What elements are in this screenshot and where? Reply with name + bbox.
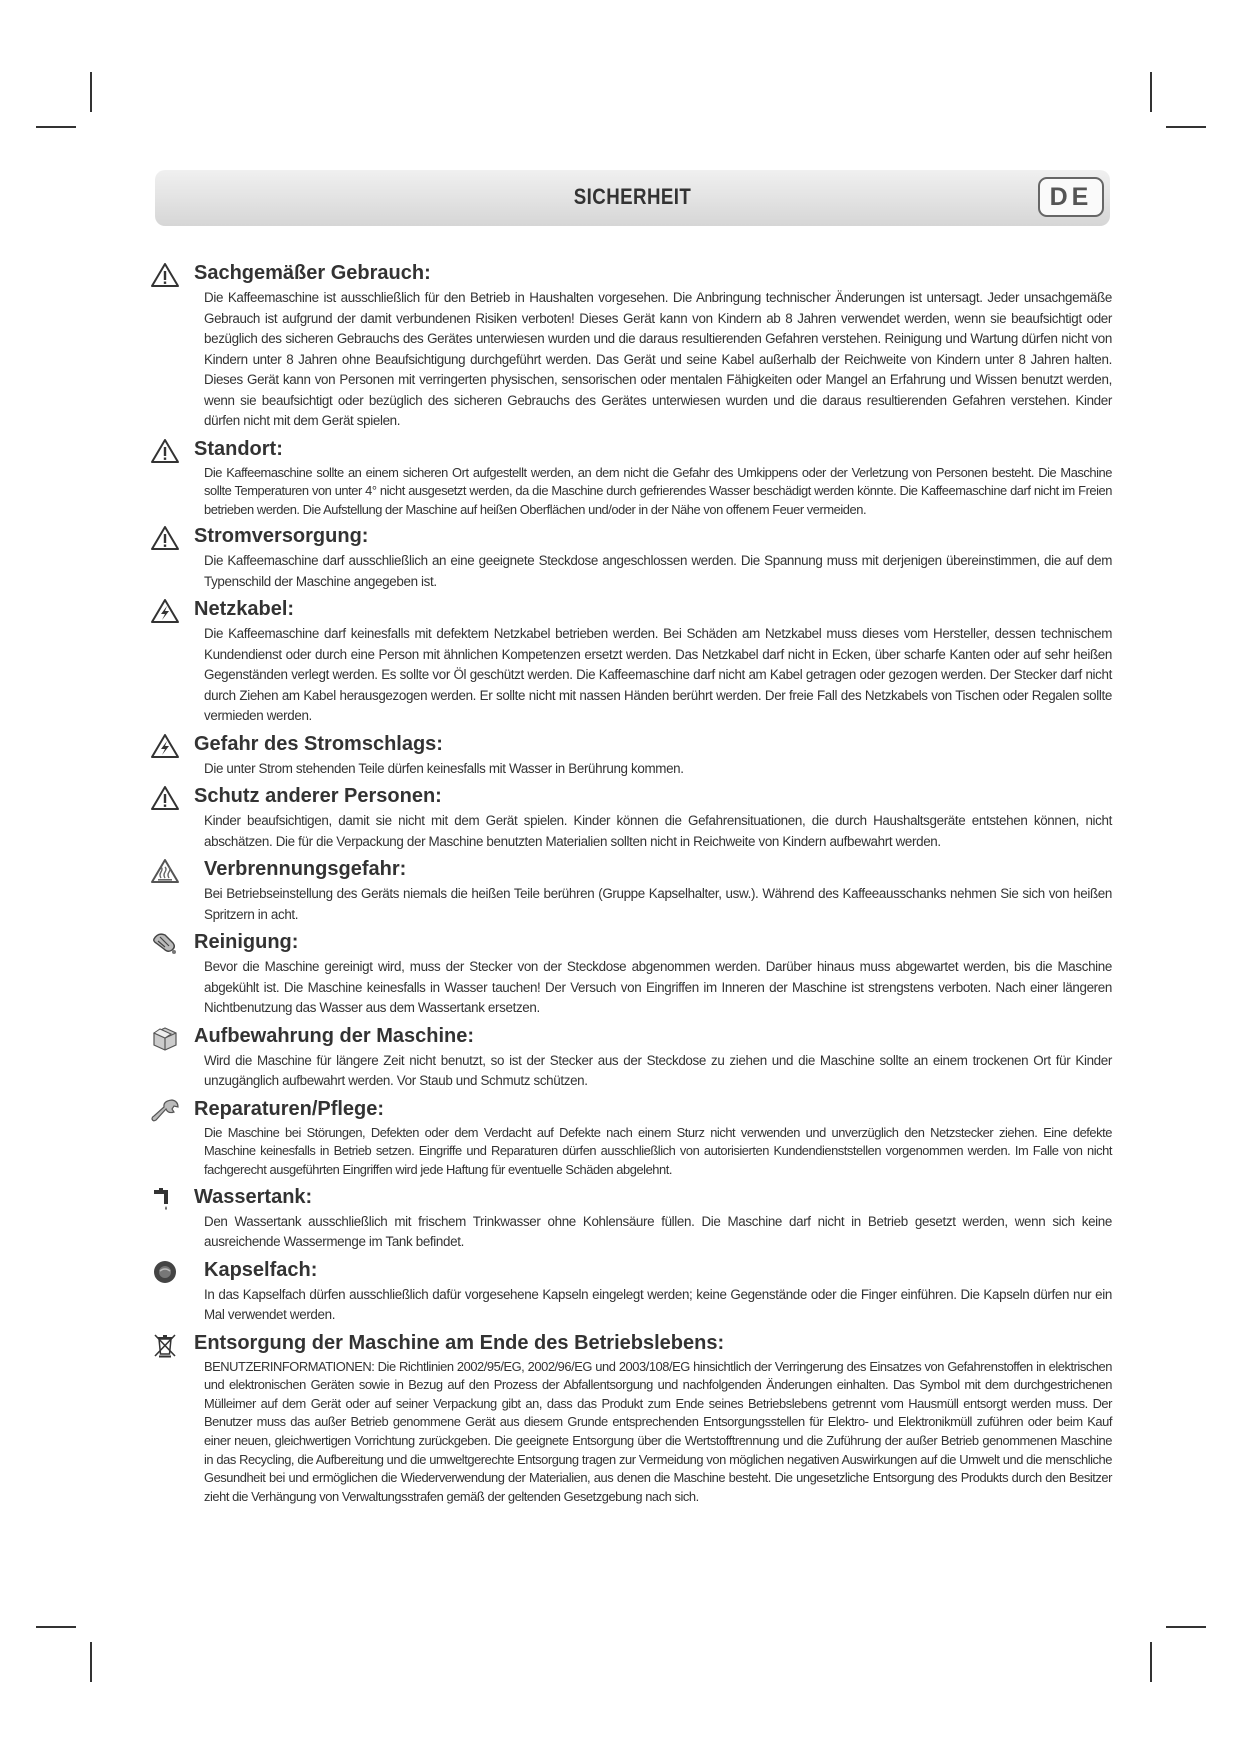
section-title: Wassertank: [194,1185,313,1208]
section-verbrennungsgefahr [150,858,1112,925]
warning-icon [150,262,180,288]
crop-mark [36,126,76,128]
section-text: Die Kaffeemaschine darf ausschließlich an eine geeignete Steckdose angeschlossen werden. Die Spannung muss mit derjenigen übereinstimmen, die auf dem Typenschild der Maschine angegeben ist. [204,553,1112,589]
section-title: Sachgemäßer Gebrauch: [194,262,431,284]
water-tap-icon [150,1186,180,1212]
section-title: Stromversorgung: [194,525,369,548]
section-title: Kapselfach: [204,1258,318,1281]
section-text: Bevor die Maschine gereinigt wird, muss der Stecker von der Steckdose abgenommen werden. Darüber hinaus muss abgewartet werden, bis die Maschine abgekühlt ist. Die Maschine keinesfalls in Wasser tauchen! Der Versuch von Eingriffen im Inneren der Maschine ist strengstens verboten. Nach einer längeren Nichtbenutzung das Wasser aus dem Wassertank ersetzen. [204,959,1112,1016]
section-kapselfach [150,1259,1112,1326]
section-schutz-anderer-personen [150,785,1112,852]
section-title: Aufbewahrung der Maschine: [194,1024,475,1047]
warning-icon [150,438,180,464]
section-text: In das Kapselfach dürfen ausschließlich dafür vorgesehene Kapseln eingelegt werden; keine Gegenstände oder die Finger einführen. Die Kapseln dürfen nur ein Mal verwendet werden. [204,1286,1112,1323]
section-text: Kinder beaufsichtigen, damit sie nicht mit dem Gerät spielen. Kinder können die Gefahrensituationen, die durch Haushaltsgeräte entstehen können, nicht abschätzen. Die für die Verpackung der Maschine benutzten Materialien sollten nicht in Reichweite von Kindern aufbewahrt werden. [204,813,1112,849]
section-wassertank [150,1186,1112,1253]
hot-surface-icon [150,858,180,884]
section-title: Gefahr des Stromschlags: [194,732,443,755]
section-text: Die Maschine bei Störungen, Defekten oder dem Verdacht auf Defekte nach einem Sturz nicht verwenden und unverzüglich den Netzstecker ziehen. Eine defekte Maschine keinesfalls in Betrieb setzen. Eingriffe und Reparaturen dürfen ausschließlich von autorisierten Kundendienststellen vorgenommen werden. Im Falle von nicht fachgerecht ausgeführten Eingriffen wird jede Haftung für eventuelle Schäden abgelehnt. [204,1124,1112,1177]
section-text: Die Kaffeemaschine darf keinesfalls mit defektem Netzkabel betrieben werden. Bei Schäden am Netzkabel muss dieses vom Hersteller, dessen technischem Kundendienst oder durch eine Person mit ähnlichen Kompetenzen ersetzt werden. Das Netzkabel darf nicht in Ecken, über scharfe Kanten oder auf sehr heißen Gegenständen verlegt werden. Es sollte vor Öl geschützt werden. Die Kaffeemaschine darf nicht am Kabel getragen oder gezogen werden. Der Stecker darf nicht durch Ziehen am Kabel herausgezogen werden. Er sollte nicht mit nassen Händen berührt werden. Der freie Fall des Netzkabels von Tischen oder Regalen sollte vermieden werden. [204,626,1112,724]
crop-mark [90,72,92,112]
section-aufbewahrung [150,1025,1112,1092]
crop-mark [1166,126,1206,128]
section-text: Wird die Maschine für längere Zeit nicht benutzt, so ist der Stecker aus der Steckdose zu ziehen und die Maschine sollte an einem trockenen Ort für Kinder unzugänglich aufbewahrt werden. Vor Staub und Schmutz schützen. [204,1052,1112,1089]
crop-mark [1166,1626,1206,1628]
section-sachgemaesser-gebrauch [150,262,1112,432]
section-text: Die Kaffeemaschine ist ausschließlich für den Betrieb in Haushalten vorgesehen. Die Anbringung technischer Änderungen ist untersagt. Jeder unsachgemäße Gebrauch ist aufgrund der damit verbundenen Risiken verboten! Dieses Gerät kann von Kindern ab 8 Jahren verwendet werden, wenn sie beaufsichtigt oder bezüglich des sicheren Gebrauchs des Gerätes unterwiesen wurden und die daraus resultierenden Gefahren verstehen. Reinigung und Wartung dürfen nicht von Kindern unter 8 Jahren ohne Beaufsichtigung durchgeführt werden. Das Gerät und seine Kabel außerhalb der Reichweite von Kindern unter 8 Jahren halten. Dieses Gerät kann von Personen mit verringerten physischen, sensorischen oder mentalen Fähigkeiten oder Mangel an Erfahrung und Wissen benutzt werden, wenn sie beaufsichtigt oder bezüglich des sicheren Gebrauchs des Gerätes unterwiesen wurden und die daraus resultierenden Gefahren verstehen. Kinder dürfen nicht mit dem Gerät spielen. [204,290,1112,428]
page-title: SICHERHEIT [573,184,692,209]
section-reinigung [150,931,1112,1019]
section-text: Bei Betriebseinstellung des Geräts niemals die heißen Teile berühren (Gruppe Kapselhalter, usw.). Während des Kaffeeausschanks nehmen Sie sich von heißen Spritzern in acht. [204,886,1112,922]
section-title: Standort: [194,437,283,460]
cleaning-hand-icon [150,931,180,957]
crop-mark [1150,72,1152,112]
section-title: Schutz anderer Personen: [194,785,442,808]
section-reparaturen-pflege [150,1098,1112,1180]
section-entsorgung [150,1332,1112,1507]
section-netzkabel [150,598,1112,727]
language-badge: DE [1038,177,1104,217]
section-title: Entsorgung der Maschine am Ende des Betriebslebens: [194,1331,725,1354]
wrench-icon [150,1098,180,1124]
section-gefahr-des-stromschlags [150,733,1112,780]
section-title: Reinigung: [194,931,299,954]
section-text: Die Kaffeemaschine sollte an einem sicheren Ort aufgestellt werden, an dem nicht die Gefahr des Umkippens oder der Verletzung von Personen besteht. Die Maschine sollte Temperaturen von unter 4° nicht ausgesetzt werden, da die Maschine durch gefrierendes Wasser beschädigt werden könnte. Die Kaffeemaschine darf nicht im Freien betrieben werden. Die Aufstellung der Maschine auf heißen Oberflächen und/oder in der Nähe von offenem Feuer vermeiden. [204,464,1112,517]
section-stromversorgung [150,525,1112,592]
storage-box-icon [150,1025,180,1051]
page-header [155,170,1110,226]
section-text: BENUTZERINFORMATIONEN: Die Richtlinien 2002/95/EG, 2002/96/EG und 2003/108/EG hinsichtlich der Verringerung des Einsatzes von Gefahrenstoffen in elektrischen und elektronischen Geräten sowie in Bezug auf den Prozess der Abfallentsorgung und nachfolgenden Änderungen einhalten. Das Symbol mit dem durchgestrichenen Mülleimer auf dem Gerät oder auf seiner Verpackung gibt an, dass das Produkt zum Ende seines Betriebslebens getrennt vom Hausmüll entsorgt werden muss. Der Benutzer muss das außer Betrieb genommene Gerät aus diesem Grunde entsprechenden Entsorgungsstellen für Elektro- und Elektronikmüll zuführen oder beim Kauf einer neuen, gleichwertigen Vorrichtung zurückgeben. Die geeignete Entsorgung über die Wertstofftrennung und die Zuführung der außer Betrieb genommenen Maschine in das Recycling, die Aufbereitung und die umweltgerechte Entsorgung tragen zur Vermeidung von möglichen negativen Auswirkungen auf die Umwelt und die menschliche Gesundheit bei und ermöglichen die Wiederverwendung der Materialien, aus denen die Maschine besteht. Die ungesetzliche Entsorgung des Produkts durch den Besitzer zieht die Verhängung von Verwaltungsstrafen gemäß der geltenden Gesetzgebung nach sich. [204,1358,1112,1504]
section-title: Netzkabel: [194,598,295,621]
safety-content [150,262,1112,1512]
section-text: Die unter Strom stehenden Teile dürfen keinesfalls mit Wasser in Berührung kommen. [204,760,684,776]
crop-mark [1150,1642,1152,1682]
electric-warning-icon [150,598,180,624]
warning-icon [150,525,180,551]
capsule-icon [150,1259,180,1285]
section-text: Den Wassertank ausschließlich mit frischem Trinkwasser ohne Kohlensäure füllen. Die Maschine darf nicht in Betrieb gesetzt werden, wenn sich keine ausreichende Wassermenge im Tank befindet. [204,1213,1112,1250]
section-standort [150,438,1112,520]
crop-mark [36,1626,76,1628]
electric-warning-icon [150,733,180,759]
crop-mark [90,1642,92,1682]
section-title: Verbrennungsgefahr: [204,858,407,881]
warning-icon [150,785,180,811]
section-title: Reparaturen/Pflege: [194,1097,385,1120]
crossed-bin-icon [150,1332,180,1358]
